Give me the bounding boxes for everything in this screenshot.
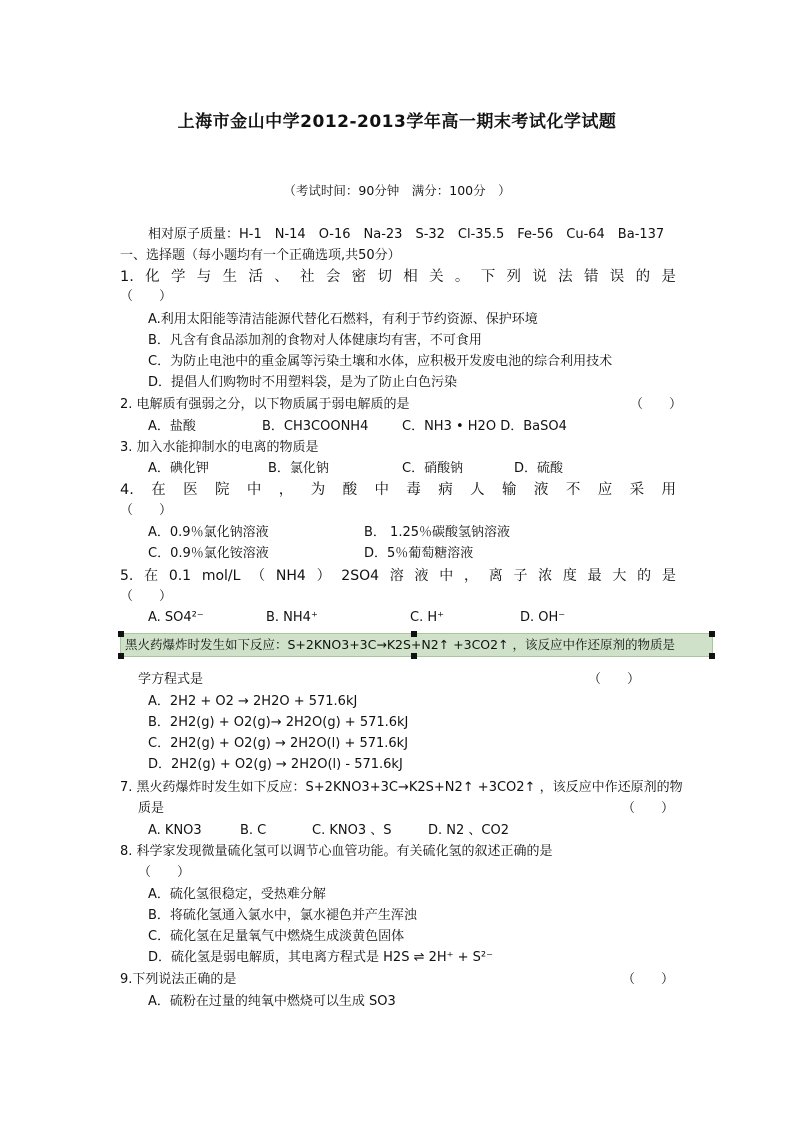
question-3-stem: 3. 加入水能抑制水的电离的物质是: [120, 440, 319, 455]
option: B. NH4⁺: [266, 610, 318, 625]
question-2-stem: 2. 电解质有强弱之分，以下物质属于弱电解质的是: [120, 397, 410, 412]
question-1-stem: 1. 化 学 与 生 活 、 社 会 密 切 相 关 。 下 列 说 法 错 误 的 是: [120, 269, 676, 285]
option: C．NH3 • H2O D．BaSO4: [402, 419, 567, 434]
option: C．硝酸钠: [402, 461, 464, 476]
question-9-stem: 9.下列说法正确的是: [120, 972, 237, 987]
option: A. KNO3: [148, 823, 202, 838]
option: A.利用太阳能等清洁能源代替化石燃料，有利于节约资源、保护环境: [148, 312, 538, 327]
option: A．碘化钾: [148, 461, 209, 476]
question-5-stem: 5. 在 0.1 mol/L （ NH4 ） 2SO4 溶 液 中 ， 离 子 浓 度 最 大 的 是: [120, 568, 676, 584]
section-heading: 一、选择题（每小题均有一个正确选项,共50分）: [120, 248, 401, 263]
question-4-stem: 4. 在 医 院 中 ， 为 酸 中 毒 病 人 输 液 不 应 采 用: [120, 482, 676, 498]
resize-handle[interactable]: [411, 631, 417, 637]
selected-text: 黑火药爆炸时发生如下反应：S+2KNO3+3C→K2S+N2↑ +3CO2↑ ，该反应中作还原剂的物质是: [125, 637, 676, 652]
option: B. C: [240, 823, 267, 838]
option: C．为防止电池中的重金属等污染土壤和水体，应积极开发废电池的综合利用技术: [148, 354, 613, 369]
option: B．氯化钠: [268, 461, 329, 476]
answer-bracket: （ ）: [630, 397, 683, 412]
option: D. OH⁻: [520, 610, 566, 625]
resize-handle[interactable]: [709, 653, 715, 659]
question-8-stem: 8. 科学家发现微量硫化氢可以调节心血管功能。有关硫化氢的叙述正确的是: [120, 844, 553, 859]
option: D．硫酸: [514, 461, 564, 476]
atomic-masses: 相对原子质量：H-1 N-14 O-16 Na-23 S-32 Cl-35.5 Fe-56 Cu-64 Ba-137: [148, 227, 665, 242]
option: C．2H2(g) + O2(g) → 2H2O(l) + 571.6kJ: [148, 736, 409, 751]
option: B．凡含有食品添加剂的食物对人体健康均有害，不可食用: [148, 333, 482, 348]
resize-handle[interactable]: [118, 631, 124, 637]
resize-handle[interactable]: [411, 653, 417, 659]
page-title: 上海市金山中学2012-2013学年高一期末考试化学试题: [177, 112, 617, 132]
option: A．0.9％氯化钠溶液: [148, 525, 269, 540]
answer-bracket: （ ）: [622, 972, 675, 987]
option: A．硫粉在过量的纯氧中燃烧可以生成 SO3: [148, 994, 396, 1009]
exam-info: （考试时间：90分钟 满分：100分 ）: [283, 183, 511, 198]
resize-handle[interactable]: [118, 653, 124, 659]
option: C. KNO3 、S: [312, 823, 392, 838]
option: D. N2 、CO2: [428, 823, 509, 838]
answer-bracket: （ ）: [622, 801, 675, 816]
answer-bracket: （ ）: [120, 503, 173, 518]
option: B． 1.25％碳酸氢钠溶液: [364, 525, 510, 540]
option: B．2H2(g) + O2(g)→ 2H2O(g) + 571.6kJ: [148, 715, 409, 730]
option: C．硫化氢在足量氧气中燃烧生成淡黄色固体: [148, 929, 405, 944]
option: D．2H2(g) + O2(g) → 2H2O(l) - 571.6kJ: [148, 757, 403, 772]
question-7-stem: 7. 黑火药爆炸时发生如下反应：S+2KNO3+3C→K2S+N2↑ +3CO2↑ ，该反应中作还原剂的物: [120, 780, 683, 795]
answer-bracket: （ ）: [588, 672, 641, 687]
option: A．硫化氢很稳定，受热难分解: [148, 887, 326, 902]
answer-bracket: （ ）: [138, 865, 191, 880]
option: D．5％葡萄糖溶液: [364, 546, 474, 561]
option: D．提倡人们购物时不用塑料袋，是为了防止白色污染: [148, 375, 458, 390]
option: A. SO4²⁻: [148, 610, 204, 625]
question-7-stem-cont: 质是: [138, 801, 165, 816]
answer-bracket: （ ）: [120, 589, 173, 604]
answer-bracket: （ ）: [120, 289, 173, 304]
option: D．硫化氢是弱电解质，其电离方程式是 H2S ⇌ 2H⁺ + S²⁻: [148, 950, 493, 965]
option: B．CH3COONH4: [262, 419, 369, 434]
resize-handle[interactable]: [709, 631, 715, 637]
option: A．盐酸: [148, 419, 196, 434]
text-selection-box[interactable]: [120, 633, 713, 657]
option: C．0.9％氯化铵溶液: [148, 546, 269, 561]
question-6-stem: 学方程式是: [138, 672, 204, 687]
option: A．2H2 + O2 → 2H2O + 571.6kJ: [148, 694, 358, 709]
option: C. H⁺: [410, 610, 444, 625]
option: B．将硫化氢通入氯水中，氯水褪色并产生浑浊: [148, 908, 417, 923]
